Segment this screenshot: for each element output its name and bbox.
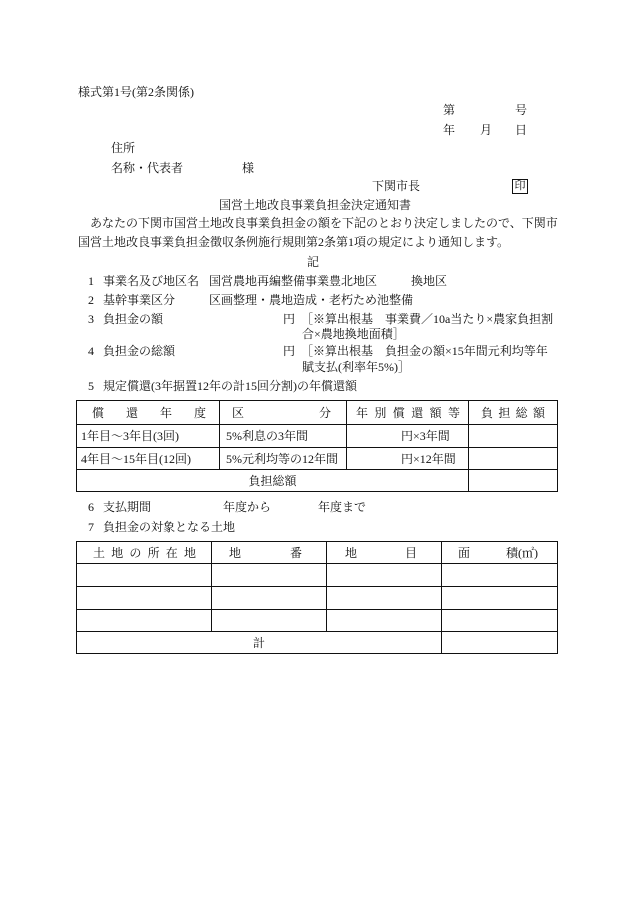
table-cell-land-category [327, 610, 442, 632]
ki-heading: 記 [307, 255, 320, 269]
header-land-category: 地 目 [327, 542, 442, 564]
header-area: 面 積(㎡) [442, 542, 558, 564]
table-cell-lot-number [212, 610, 327, 632]
table-cell-area [442, 564, 558, 587]
item-6-number: 6 [88, 500, 94, 514]
body-text-line-1: あなたの下関市国営土地改良事業負担金の額を下記のとおり決定しましたので、下関市 [90, 216, 558, 230]
item-3-unit: 円 [283, 312, 296, 326]
item-6-label: 支払期間 [103, 500, 152, 514]
item-3-number: 3 [88, 312, 94, 326]
land-table [76, 541, 558, 654]
table-cell-category: 5%利息の3年間 [220, 425, 347, 448]
item-2-number: 2 [88, 293, 94, 307]
address-label: 住所 [111, 141, 136, 155]
item-7-label: 負担金の対象となる土地 [103, 520, 236, 534]
header-land-location: 土 地 の 所 在 地 [77, 542, 212, 564]
name-representative-label: 名称・代表者 [111, 161, 184, 175]
date-month-label: 月 [480, 123, 493, 137]
item-6-from: 年度から [223, 500, 272, 514]
document-number-suffix: 号 [515, 103, 528, 117]
item-5-number: 5 [88, 379, 94, 393]
document-title: 国営土地改良事業負担金決定通知書 [218, 198, 411, 212]
table-cell-location [77, 564, 212, 587]
item-1-value: 国営農地再編整備事業豊北地区 [209, 274, 378, 288]
date-year-label: 年 [443, 123, 456, 137]
item-4-note-line-1: ［※算出根基 負担金の額×15年間元利均等年 [301, 344, 548, 358]
item-4-unit: 円 [283, 344, 296, 358]
item-4-note-line-2: 賦支払(利率年5%)］ [302, 360, 410, 374]
item-7-number: 7 [88, 520, 94, 534]
item-1-extra: 換地区 [411, 274, 448, 288]
table-cell-category: 5%元利均等の12年間 [220, 448, 347, 470]
total-burden-label: 負担総額 [77, 470, 469, 492]
item-4-number: 4 [88, 344, 94, 358]
header-lot-number: 地 番 [212, 542, 327, 564]
repayment-table-header-row [77, 401, 558, 425]
header-repayment-year: 償 還 年 度 [77, 401, 220, 425]
total-burden-value-cell [469, 470, 558, 492]
table-cell-period: 4年目～15年目(12回) [77, 448, 220, 470]
body-text-line-2: 国営土地改良事業負担金徴収条例施行規則第2条第1項の規定により通知します。 [78, 235, 510, 249]
item-6-to: 年度まで [318, 500, 367, 514]
seal-stamp-box: 印 [512, 179, 528, 194]
table-row [77, 425, 558, 448]
item-3-note-line-2: 合×農地換地面積］ [302, 327, 405, 341]
item-1-label: 事業名及び地区名 [103, 274, 200, 288]
header-total-burden: 負 担 総 額 [469, 401, 558, 425]
item-4-label: 負担金の総額 [103, 344, 176, 358]
land-total-area-cell [442, 632, 558, 654]
item-1-number: 1 [88, 274, 94, 288]
item-3-label: 負担金の額 [103, 312, 164, 326]
table-cell-land-category [327, 587, 442, 610]
table-cell-lot-number [212, 564, 327, 587]
land-table-header-row [77, 542, 558, 564]
table-cell-annual-amount: 円×12年間 [347, 448, 469, 470]
header-category: 区 分 [220, 401, 347, 425]
table-row [77, 610, 558, 632]
form-number: 様式第1号(第2条関係) [78, 85, 194, 99]
table-row [77, 448, 558, 470]
sender-title: 下関市長 [372, 179, 421, 193]
table-cell-lot-number [212, 587, 327, 610]
table-row [77, 587, 558, 610]
table-cell-period: 1年目～3年目(3回) [77, 425, 220, 448]
item-3-note-line-1: ［※算出根基 事業費／10a当たり×農家負担割 [301, 312, 554, 326]
table-total-row [77, 470, 558, 492]
repayment-table [76, 400, 558, 492]
table-cell-location [77, 587, 212, 610]
honorific-label: 様 [242, 161, 255, 175]
item-2-value: 区画整理・農地造成・老朽ため池整備 [209, 293, 414, 307]
table-cell-total-burden [469, 448, 558, 470]
header-annual-repayment: 年 別 償 還 額 等 [347, 401, 469, 425]
table-cell-annual-amount: 円×3年間 [347, 425, 469, 448]
land-total-label: 計 [77, 632, 442, 654]
item-5-label: 規定償還(3年据置12年の計15回分割)の年償還額 [103, 379, 357, 393]
table-cell-total-burden [469, 425, 558, 448]
item-2-label: 基幹事業区分 [103, 293, 176, 307]
table-cell-location [77, 610, 212, 632]
table-cell-area [442, 587, 558, 610]
table-total-row [77, 632, 558, 654]
document-number-prefix: 第 [443, 103, 456, 117]
table-row [77, 564, 558, 587]
table-cell-land-category [327, 564, 442, 587]
date-day-label: 日 [515, 123, 528, 137]
table-cell-area [442, 610, 558, 632]
